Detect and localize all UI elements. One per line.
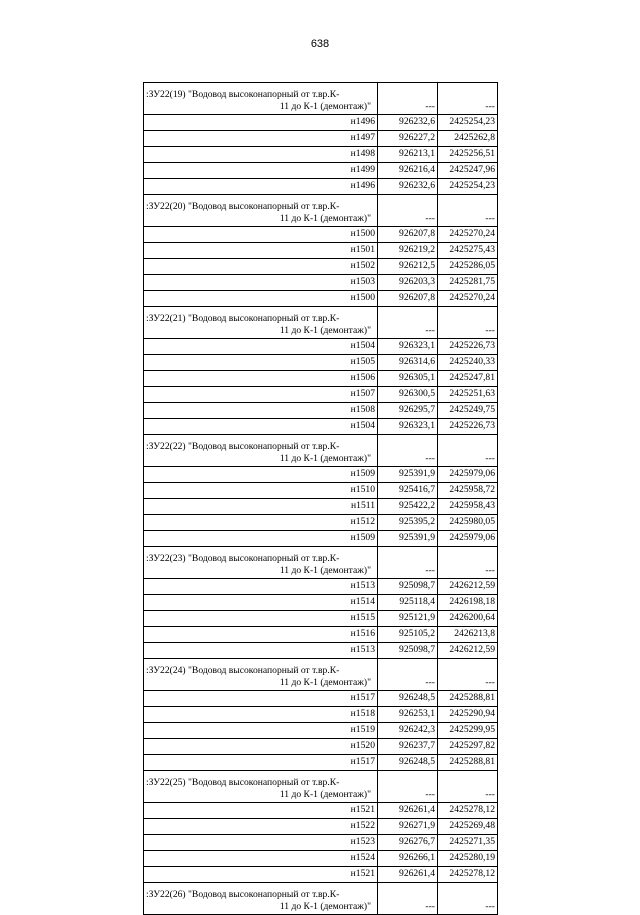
point-y-cell: 2425226,73 [438,339,498,355]
point-x-cell: 925416,7 [378,483,438,499]
point-x-cell: 926216,4 [378,163,438,179]
point-y-cell: 2426198,18 [438,595,498,611]
parcel-x-cell: --- [378,659,438,691]
point-x-cell: 925121,9 [378,611,438,627]
parcel-name-line1: :ЗУ22(20) "Водовод высоконапорный от т.вр.К- [146,201,340,213]
point-y-cell: 2425278,12 [438,803,498,819]
point-row [144,611,498,627]
point-row [144,467,498,483]
point-point-cell: н1502 [144,259,378,275]
point-point-cell: н1523 [144,835,378,851]
point-y-cell: 2425247,96 [438,163,498,179]
parcel-y-cell: --- [438,547,498,579]
parcel-x-cell: --- [378,883,438,915]
point-point-cell: н1515 [144,611,378,627]
point-point-cell: н1514 [144,595,378,611]
parcel-header-row [144,307,498,339]
point-point-cell: н1518 [144,707,378,723]
parcel-name-cell [144,659,378,691]
point-y-cell: 2425958,43 [438,499,498,515]
point-point-cell: н1509 [144,467,378,483]
point-x-cell: 926248,5 [378,691,438,707]
point-point-cell: н1499 [144,163,378,179]
point-y-cell: 2426212,59 [438,579,498,595]
point-y-cell: 2426213,8 [438,627,498,643]
point-x-cell: 925098,7 [378,643,438,659]
coordinates-table [143,82,498,915]
point-point-cell: н1497 [144,131,378,147]
point-row [144,243,498,259]
point-y-cell: 2425254,23 [438,179,498,195]
point-row [144,163,498,179]
point-row [144,579,498,595]
point-point-cell: н1501 [144,243,378,259]
point-y-cell: 2426200,64 [438,611,498,627]
point-x-cell: 925422,2 [378,499,438,515]
parcel-name-line1: :ЗУ22(24) "Водовод высоконапорный от т.вр.К- [146,665,340,677]
point-y-cell: 2425269,48 [438,819,498,835]
parcel-name-cell [144,547,378,579]
point-point-cell: н1509 [144,531,378,547]
point-y-cell: 2425226,73 [438,419,498,435]
point-point-cell: н1517 [144,691,378,707]
point-row [144,691,498,707]
point-y-cell: 2425290,94 [438,707,498,723]
parcel-x-cell: --- [378,547,438,579]
parcel-y-cell: --- [438,195,498,227]
parcel-header-row [144,435,498,467]
point-x-cell: 926248,5 [378,755,438,771]
point-y-cell: 2425262,8 [438,131,498,147]
point-row [144,499,498,515]
point-y-cell: 2425271,35 [438,835,498,851]
point-row [144,723,498,739]
point-row [144,403,498,419]
point-row [144,531,498,547]
point-point-cell: н1504 [144,419,378,435]
point-x-cell: 926207,8 [378,291,438,307]
point-x-cell: 925105,2 [378,627,438,643]
parcel-name-line2: 11 до К-1 (демонтаж)" [279,677,371,689]
parcel-header-row [144,547,498,579]
point-row [144,131,498,147]
point-y-cell: 2425240,33 [438,355,498,371]
point-x-cell: 926242,3 [378,723,438,739]
point-point-cell: н1513 [144,579,378,595]
point-row [144,419,498,435]
point-x-cell: 925391,9 [378,531,438,547]
parcel-y-cell: --- [438,883,498,915]
point-point-cell: н1496 [144,115,378,131]
point-row [144,867,498,883]
point-point-cell: н1524 [144,851,378,867]
point-x-cell: 926295,7 [378,403,438,419]
parcel-name-cell [144,771,378,803]
point-y-cell: 2425299,95 [438,723,498,739]
point-point-cell: н1522 [144,819,378,835]
point-y-cell: 2425256,51 [438,147,498,163]
parcel-header-row [144,83,498,115]
parcel-name-cell [144,435,378,467]
point-row [144,819,498,835]
parcel-name-line1: :ЗУ22(23) "Водовод высоконапорный от т.вр.К- [146,553,340,565]
parcel-header-row [144,195,498,227]
parcel-y-cell: --- [438,83,498,115]
point-x-cell: 926237,7 [378,739,438,755]
point-x-cell: 926323,1 [378,419,438,435]
point-x-cell: 926276,7 [378,835,438,851]
point-y-cell: 2425980,05 [438,515,498,531]
point-point-cell: н1503 [144,275,378,291]
point-row [144,755,498,771]
parcel-name-line2: 11 до К-1 (демонтаж)" [279,453,371,465]
point-x-cell: 925098,7 [378,579,438,595]
parcel-name-line1: :ЗУ22(25) "Водовод высоконапорный от т.вр.К- [146,777,340,789]
point-row [144,835,498,851]
parcel-name-line2: 11 до К-1 (демонтаж)" [279,325,371,337]
point-row [144,595,498,611]
point-y-cell: 2425958,72 [438,483,498,499]
point-y-cell: 2425278,12 [438,867,498,883]
point-y-cell: 2425288,81 [438,691,498,707]
parcel-name-line1: :ЗУ22(21) "Водовод высоконапорный от т.вр.К- [146,313,340,325]
point-point-cell: н1512 [144,515,378,531]
parcel-name-line1: :ЗУ22(26) "Водовод высоконапорный от т.вр.К- [146,889,340,901]
point-x-cell: 926207,8 [378,227,438,243]
point-y-cell: 2425249,75 [438,403,498,419]
parcel-y-cell: --- [438,771,498,803]
point-point-cell: н1513 [144,643,378,659]
page-number: 638 [310,38,330,50]
point-point-cell: н1508 [144,403,378,419]
point-y-cell: 2425270,24 [438,227,498,243]
point-y-cell: 2425275,43 [438,243,498,259]
point-point-cell: н1521 [144,867,378,883]
point-y-cell: 2425270,24 [438,291,498,307]
point-y-cell: 2425254,23 [438,115,498,131]
parcel-name-line2: 11 до К-1 (демонтаж)" [279,789,371,801]
point-point-cell: н1500 [144,291,378,307]
point-x-cell: 926253,1 [378,707,438,723]
parcel-x-cell: --- [378,195,438,227]
point-x-cell: 926203,3 [378,275,438,291]
point-row [144,483,498,499]
point-x-cell: 926266,1 [378,851,438,867]
point-x-cell: 925118,4 [378,595,438,611]
parcel-name-line1: :ЗУ22(19) "Водовод высоконапорный от т.вр.К- [146,89,340,101]
point-row [144,115,498,131]
point-y-cell: 2426212,59 [438,643,498,659]
parcel-y-cell: --- [438,659,498,691]
point-x-cell: 926300,5 [378,387,438,403]
parcel-x-cell: --- [378,83,438,115]
point-point-cell: н1516 [144,627,378,643]
point-point-cell: н1506 [144,371,378,387]
point-y-cell: 2425297,82 [438,739,498,755]
point-point-cell: н1521 [144,803,378,819]
point-point-cell: н1500 [144,227,378,243]
parcel-name-line2: 11 до К-1 (демонтаж)" [279,565,371,577]
parcel-name-cell [144,195,378,227]
point-point-cell: н1517 [144,755,378,771]
point-row [144,387,498,403]
parcel-name-line1: :ЗУ22(22) "Водовод высоконапорный от т.вр.К- [146,441,340,453]
point-row [144,147,498,163]
point-y-cell: 2425979,06 [438,531,498,547]
point-x-cell: 926314,6 [378,355,438,371]
point-x-cell: 926261,4 [378,867,438,883]
point-x-cell: 926232,6 [378,179,438,195]
point-point-cell: н1519 [144,723,378,739]
point-row [144,739,498,755]
point-row [144,707,498,723]
point-y-cell: 2425247,81 [438,371,498,387]
point-row [144,259,498,275]
point-row [144,275,498,291]
parcel-x-cell: --- [378,771,438,803]
point-point-cell: н1504 [144,339,378,355]
point-y-cell: 2425288,81 [438,755,498,771]
parcel-header-row [144,659,498,691]
point-row [144,355,498,371]
point-y-cell: 2425251,63 [438,387,498,403]
parcel-name-line2: 11 до К-1 (демонтаж)" [279,101,371,113]
point-point-cell: н1496 [144,179,378,195]
point-row [144,643,498,659]
parcel-name-cell [144,83,378,115]
point-row [144,627,498,643]
point-row [144,291,498,307]
parcel-x-cell: --- [378,435,438,467]
point-row [144,371,498,387]
parcel-y-cell: --- [438,307,498,339]
parcel-y-cell: --- [438,435,498,467]
point-y-cell: 2425281,75 [438,275,498,291]
point-x-cell: 926227,2 [378,131,438,147]
point-x-cell: 925395,2 [378,515,438,531]
point-row [144,851,498,867]
parcel-x-cell: --- [378,307,438,339]
point-row [144,339,498,355]
point-y-cell: 2425979,06 [438,467,498,483]
point-x-cell: 926212,5 [378,259,438,275]
point-point-cell: н1507 [144,387,378,403]
point-row [144,803,498,819]
parcel-name-cell [144,307,378,339]
point-row [144,515,498,531]
parcel-name-line2: 11 до К-1 (демонтаж)" [279,901,371,913]
coordinates-table-body [144,83,498,915]
parcel-name-line2: 11 до К-1 (демонтаж)" [279,213,371,225]
point-row [144,179,498,195]
point-y-cell: 2425280,19 [438,851,498,867]
point-x-cell: 926261,4 [378,803,438,819]
parcel-name-cell [144,883,378,915]
point-point-cell: н1505 [144,355,378,371]
point-y-cell: 2425286,05 [438,259,498,275]
point-x-cell: 926219,2 [378,243,438,259]
parcel-header-row [144,883,498,915]
point-point-cell: н1498 [144,147,378,163]
point-x-cell: 926213,1 [378,147,438,163]
parcel-header-row [144,771,498,803]
point-x-cell: 926305,1 [378,371,438,387]
point-point-cell: н1520 [144,739,378,755]
point-x-cell: 926271,9 [378,819,438,835]
point-x-cell: 926232,6 [378,115,438,131]
point-point-cell: н1510 [144,483,378,499]
point-x-cell: 926323,1 [378,339,438,355]
point-x-cell: 925391,9 [378,467,438,483]
point-row [144,227,498,243]
point-point-cell: н1511 [144,499,378,515]
